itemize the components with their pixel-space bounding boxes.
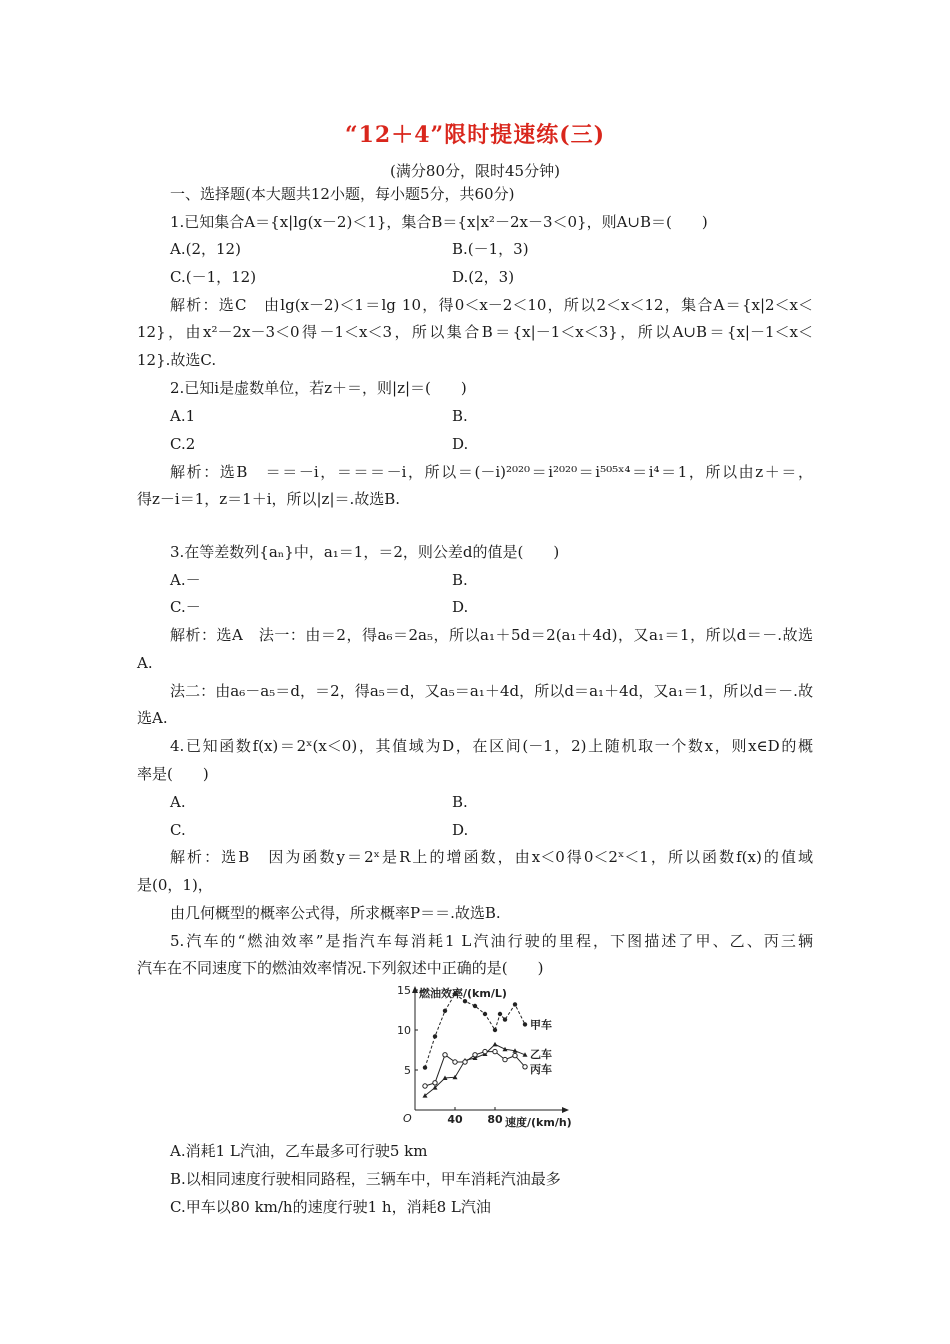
q4-option-b: B. xyxy=(452,793,468,811)
x-axis-arrow xyxy=(562,1107,569,1113)
series-2-point xyxy=(503,1047,508,1052)
x-tick-label-40: 40 xyxy=(447,1113,463,1126)
q3-solution-line-3: 法二：由a₆－a₅＝d，＝2，得a₅＝d，又a₅＝a₁＋4d，所以d＝a₁＋4d，又a₁＝1，所以d＝－.故 xyxy=(170,682,813,700)
q3-stem: 3.在等差数列{aₙ}中，a₁＝1，＝2，则公差d的值是( ) xyxy=(170,543,560,561)
q2-option-a: A.1 xyxy=(170,407,196,425)
q1-solution-line-2: 12}，由x²－2x－3＜0得－1＜x＜3，所以集合B＝{x|－1＜x＜3}，所以A∪B＝{x|－1＜x＜ xyxy=(137,323,813,341)
series-2-label: 乙车 xyxy=(530,1047,552,1061)
origin-label: O xyxy=(403,1112,412,1125)
series-1-point xyxy=(423,1065,427,1069)
series-1-label: 甲车 xyxy=(530,1018,552,1032)
series-1-point xyxy=(503,1017,507,1021)
q2-solution-line-2: 得z－i＝1，z＝1＋i，所以|z|＝.故选B. xyxy=(137,490,401,508)
q5-option-b: B.以相同速度行驶相同路程，三辆车中，甲车消耗汽油最多 xyxy=(170,1170,561,1188)
series-3-point xyxy=(513,1053,517,1057)
series-1-point xyxy=(523,1022,527,1026)
page-title: “12＋4”限时提速练(三) xyxy=(344,122,606,148)
series-3-point xyxy=(473,1053,477,1057)
series-1-point xyxy=(483,1012,487,1016)
q1-option-d: D.(2，3) xyxy=(452,268,515,286)
y-tick-label-15: 15 xyxy=(397,985,411,997)
q2-option-b: B. xyxy=(452,407,468,425)
q5-stem-line-2: 汽车在不同速度下的燃油效率情况.下列叙述中正确的是( ) xyxy=(137,959,544,977)
series-1-point xyxy=(513,1002,517,1006)
q3-option-d: D. xyxy=(452,598,469,616)
q5-option-c: C.甲车以80 km/h的速度行驶1 h，消耗8 L汽油 xyxy=(170,1198,491,1216)
y-tick-label-10: 10 xyxy=(397,1024,411,1037)
q4-solution-line-1: 解析：选B 因为函数y＝2ˣ是R上的增函数，由x＜0得0＜2ˣ＜1，所以函数f(x)的值域 xyxy=(170,848,813,866)
q2-solution-line-1: 解析：选B ＝＝－i，＝＝＝－i，所以＝(－i)²⁰²⁰＝i²⁰²⁰＝i⁵⁰⁵ˣ⁴＝i⁴＝1，所以由z＋＝， xyxy=(170,463,813,481)
q1-option-a: A.(2，12) xyxy=(170,240,241,258)
series-1-point xyxy=(498,1012,502,1016)
series-3-point xyxy=(483,1049,487,1053)
fuel-efficiency-chart xyxy=(390,985,600,1130)
q1-stem: 1.已知集合A＝{x|lg(x－2)＜1}，集合B＝{x|x²－2x－3＜0}，则A∪B＝( ) xyxy=(170,213,708,231)
series-3-point xyxy=(463,1060,467,1064)
series-1-point xyxy=(493,1028,497,1032)
q2-stem: 2.已知i是虚数单位，若z＋＝，则|z|＝( ) xyxy=(170,379,467,397)
y-axis-label: 燃油效率/(km/L) xyxy=(419,987,507,1000)
series-1-point xyxy=(433,1034,437,1038)
q4-stem-line-1: 4.已知函数f(x)＝2ˣ(x＜0)，其值域为D，在区间(－1，2)上随机取一个数x，则x∈D的概 xyxy=(170,737,813,755)
q4-solution-line-2: 是(0，1)， xyxy=(137,876,213,894)
series-3-point xyxy=(453,1060,457,1064)
q5-stem-line-1: 5.汽车的“燃油效率”是指汽车每消耗1 L汽油行驶的里程，下图描述了甲、乙、丙三辆 xyxy=(170,932,813,950)
q3-solution-line-4: 选A. xyxy=(137,709,168,727)
q1-option-c: C.(－1，12) xyxy=(170,268,257,286)
series-3-point xyxy=(493,1049,497,1053)
q3-solution-line-2: A. xyxy=(137,654,153,672)
q2-option-c: C.2 xyxy=(170,435,196,453)
y-tick-label-5: 5 xyxy=(404,1064,411,1077)
fuel-efficiency-chart-svg xyxy=(390,985,600,1130)
series-1-point xyxy=(473,1004,477,1008)
q5-option-a: A.消耗1 L汽油，乙车最多可行驶5 km xyxy=(170,1142,428,1160)
series-3-point xyxy=(523,1065,527,1069)
series-2-point xyxy=(493,1042,498,1047)
q2-option-d: D. xyxy=(452,435,469,453)
x-tick-label-80: 80 xyxy=(487,1113,503,1126)
q4-option-a: A. xyxy=(170,793,186,811)
q4-option-c: C. xyxy=(170,821,186,839)
series-3-point xyxy=(423,1084,427,1088)
section-heading: 一、选择题(本大题共12小题，每小题5分，共60分) xyxy=(170,185,515,203)
series-3-point xyxy=(503,1057,507,1061)
q1-option-b: B.(－1，3) xyxy=(452,240,529,258)
q4-stem-line-2: 率是( ) xyxy=(137,765,209,783)
series-3-point xyxy=(443,1053,447,1057)
q1-solution-line-3: 12}.故选C. xyxy=(137,351,217,369)
page-subtitle: (满分80分，限时45分钟) xyxy=(390,162,560,180)
q3-option-a: A.－ xyxy=(170,571,201,589)
q3-option-b: B. xyxy=(452,571,468,589)
q3-option-c: C.－ xyxy=(170,598,201,616)
q3-solution-line-1: 解析：选A 法一：由＝2，得a₆＝2a₅，所以a₁＋5d＝2(a₁＋4d)，又a₁＝1，所以d＝－.故选 xyxy=(170,626,813,644)
q4-solution-line-3: 由几何概型的概率公式得，所求概率P＝＝.故选B. xyxy=(170,904,501,922)
q4-option-d: D. xyxy=(452,821,469,839)
series-3-point xyxy=(433,1081,437,1085)
series-3-label: 丙车 xyxy=(530,1062,552,1076)
q1-solution-line-1: 解析：选C 由lg(x－2)＜1＝lg 10，得0＜x－2＜10，所以2＜x＜12，集合A＝{x|2＜x＜ xyxy=(170,296,813,314)
x-axis-label: 速度/(km/h) xyxy=(505,1116,572,1129)
series-1-point xyxy=(443,1009,447,1013)
